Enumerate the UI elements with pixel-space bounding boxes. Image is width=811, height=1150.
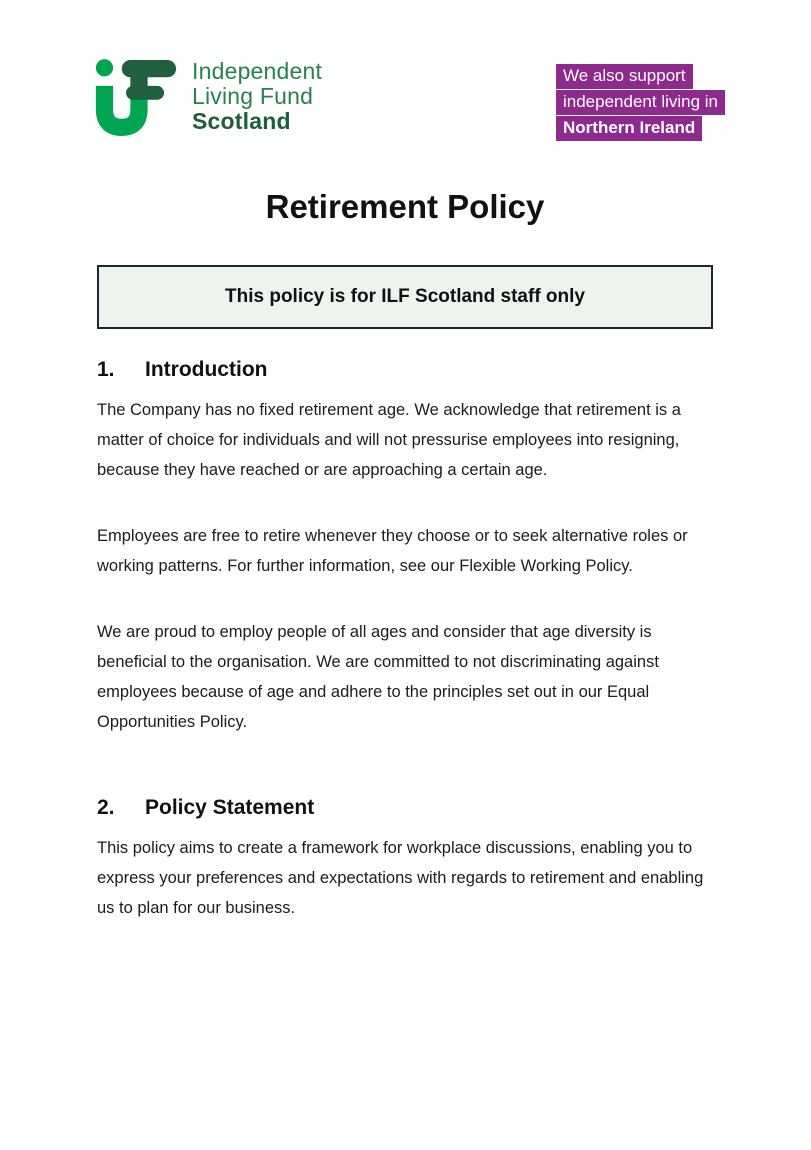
section-policy-statement — [97, 795, 713, 923]
northern-ireland-support-badge — [556, 64, 725, 142]
section-2-heading-text: Policy Statement — [145, 796, 315, 820]
staff-only-notice-box — [97, 265, 713, 329]
document-content — [97, 150, 713, 959]
ilf-scotland-logo — [95, 57, 322, 139]
paragraph: Employees are free to retire whenever they choose or to seek alternative roles or working patterns. For further information, see our Flexible Working Policy. — [97, 527, 688, 576]
badge-line-2: independent living in — [556, 90, 725, 115]
paragraph: The Company has no fixed retirement age. We acknowledge that retirement is a matter of choice for individuals and will not pressurise employees into resigning, because they have reached or are approaching a certain age. — [97, 401, 681, 480]
logo-line-scotland: Scotland — [192, 108, 291, 134]
section-1-heading-text: Introduction — [145, 358, 268, 382]
section-2-heading — [97, 795, 713, 821]
badge-line-3: Northern Ireland — [556, 116, 702, 141]
paragraph: We are proud to employ people of all ages and consider that age diversity is beneficial to the organisation. We are committed to not discriminating against employees because of age and adhere to the principles set out in our Equal Opportunities Policy. — [97, 623, 659, 732]
staff-only-notice-text: This policy is for ILF Scotland staff only — [225, 286, 585, 308]
logo-line-living-fund: Living Fund — [192, 83, 314, 109]
paragraph: This policy aims to create a framework for workplace discussions, enabling you to express your preferences and expectations with regards to retirement and enabling us to plan for our business. — [97, 839, 704, 918]
logo-line-independent: Independent — [192, 58, 323, 84]
ilf-logo-icon — [95, 57, 183, 139]
section-introduction — [97, 357, 713, 737]
badge-line-1: We also support — [556, 64, 693, 89]
page-header — [0, 0, 811, 150]
logo-wordmark — [192, 59, 322, 134]
section-1-heading — [97, 357, 713, 383]
section-1-number: 1. — [97, 358, 115, 382]
page-title: Retirement Policy — [265, 188, 545, 225]
section-2-number: 2. — [97, 796, 115, 820]
